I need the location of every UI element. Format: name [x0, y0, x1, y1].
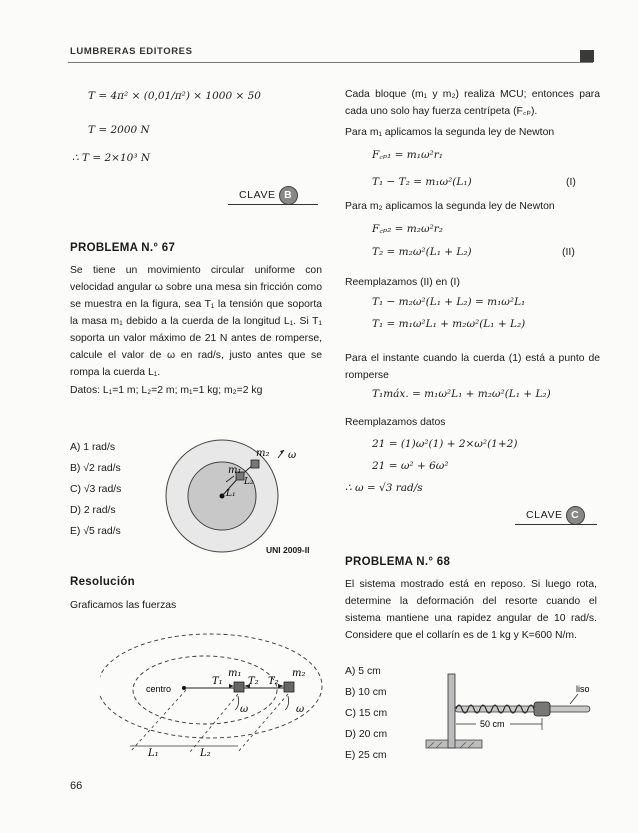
right-intro-mcu: Cada bloque (m₁ y m₂) realiza MCU; entonces para cada uno solo hay fuerza centrípeta (F꜀ₚ).: [345, 89, 600, 117]
problem-68-statement: El sistema mostrado está en reposo. Si luego rota, determine la deformación del resorte cuando el sistema mantiene una rapidez angular de 10 rad/s. Considere que el collarín es de 1 kg y K=600 N/m.: [345, 579, 597, 641]
running-header: LUMBRERAS EDITORES: [70, 46, 193, 57]
clave-label: CLAVE: [239, 189, 276, 201]
clave-answer: B: [279, 186, 298, 205]
label-m2: m₂: [256, 448, 270, 459]
source-tag: UNI 2009-II: [266, 545, 310, 555]
problem-67-datos: Datos: L₁=1 m; L₂=2 m; m₁=1 kg; m₂=2 kg: [70, 385, 263, 396]
option-d: D) 2 rad/s: [70, 505, 116, 516]
right-newton-m2: Para m₂ aplicamos la segunda ley de Newton: [345, 201, 555, 212]
option-b: B) √2 rad/s: [70, 463, 121, 474]
figure-two-masses-circles: [160, 436, 320, 556]
eq-numeric: 21 = (1)ω²(1) + 2×ω²(1+2): [372, 438, 518, 450]
label-L1: L₁: [226, 489, 236, 499]
fig2-label-omega2: ω: [296, 704, 305, 715]
problem-67-title: PROBLEMA N.° 67: [70, 242, 176, 254]
eq-sum: 21 = ω² + 6ω²: [372, 460, 449, 472]
fig2-label-omega1: ω: [240, 704, 249, 715]
right-newton-m1: Para m₁ aplicamos la segunda ley de Newton: [345, 127, 555, 138]
vertical-shaft: [448, 674, 455, 748]
block-m1: [234, 682, 244, 692]
eq-T1-expression: T₁ = m₁ω²L₁ + m₂ω²(L₁ + L₂): [372, 318, 526, 330]
eq-fcp1: F꜀ₚ₁ = m₁ω²r₁: [372, 149, 443, 161]
eq-omega-result: ∴ ω = √3 rad/s: [345, 482, 423, 494]
resolucion-text: Graficamos las fuerzas: [70, 600, 177, 611]
equation-tension-result: T = 2000 N: [88, 124, 150, 136]
clave-b: [239, 186, 298, 205]
right-replace-II-in-I: Reemplazamos (II) en (I): [345, 277, 460, 288]
eq-II-number: (II): [562, 246, 575, 258]
label-L2: L₂: [244, 477, 254, 487]
clave-c: [526, 506, 585, 525]
label-omega: ω: [288, 450, 297, 461]
mass-m2-block: [251, 460, 259, 468]
fig2-label-L1: L₁: [148, 748, 159, 759]
option-e: E) √5 rad/s: [70, 526, 121, 537]
equation-tension-calc: T = 4π² × (0,01/π²) × 1000 × 50: [88, 90, 261, 102]
eq-T1max: T₁máx. = m₁ω²L₁ + m₂ω²(L₁ + L₂): [372, 388, 551, 400]
problem-68-title: PROBLEMA N.° 68: [345, 556, 451, 568]
fig2-label-T2b: T₂: [268, 676, 279, 687]
collar-block: [534, 702, 550, 716]
header-corner-block: [580, 50, 594, 62]
eq-substituted: T₁ − m₂ω²(L₁ + L₂) = m₁ω²L₁: [372, 296, 526, 308]
eq-II: T₂ = m₂ω²(L₁ + L₂): [372, 246, 472, 258]
fig2-label-T2: T₂: [248, 676, 259, 687]
equation-tension-final: ∴ T = 2×10³ N: [72, 152, 151, 164]
header-rule: [68, 62, 593, 63]
p68-option-c: C) 15 cm: [345, 708, 388, 719]
p68-option-e: E) 25 cm: [345, 750, 387, 761]
label-liso: liso: [576, 684, 590, 694]
fig2-label-L2: L₂: [200, 748, 211, 759]
page-number: 66: [70, 780, 83, 792]
label-m1: m₁: [228, 465, 242, 476]
eq-I-number: (I): [566, 176, 576, 188]
fig2-label-m1: m₁: [228, 668, 242, 679]
figure-spring-collar: [420, 660, 605, 770]
clave-underline-2: [515, 524, 597, 525]
right-instant-break: Para el instante cuando la cuerda (1) está a punto de romperse: [345, 353, 600, 381]
block-m2: [284, 682, 294, 692]
label-50cm: 50 cm: [480, 719, 505, 729]
option-a: A) 1 rad/s: [70, 442, 116, 453]
p68-option-d: D) 20 cm: [345, 729, 388, 740]
eq-fcp2: F꜀ₚ₂ = m₂ω²r₂: [372, 223, 443, 235]
eq-I: T₁ − T₂ = m₁ω²(L₁): [372, 176, 472, 188]
p68-option-b: B) 10 cm: [345, 687, 387, 698]
clave-label-2: CLAVE: [526, 509, 563, 521]
clave-underline: [228, 204, 318, 205]
fig2-label-T1: T₁: [212, 676, 223, 687]
option-c: C) √3 rad/s: [70, 484, 122, 495]
p68-option-a: A) 5 cm: [345, 666, 381, 677]
fig2-label-m2: m₂: [292, 668, 306, 679]
problem-67-statement: Se tiene un movimiento circular uniforme con velocidad angular ω sobre una mesa sin fricción como se muestra en la figura, sea T₁ la tensión que soporta la masa m₁ debido a la cuerda de la longitud L₁. Si T₁ soporta un valor máximo de 21 N antes de romperse, calcule el valor de ω en rad/s, justo antes que se rompa la cuerda L₁.: [70, 265, 322, 378]
clave-answer-2: C: [566, 506, 585, 525]
figure-forces-ellipses: [100, 628, 340, 768]
label-centro: centro: [146, 684, 172, 694]
resolucion-title: Resolución: [70, 576, 135, 588]
right-replace-data: Reemplazamos datos: [345, 417, 446, 428]
